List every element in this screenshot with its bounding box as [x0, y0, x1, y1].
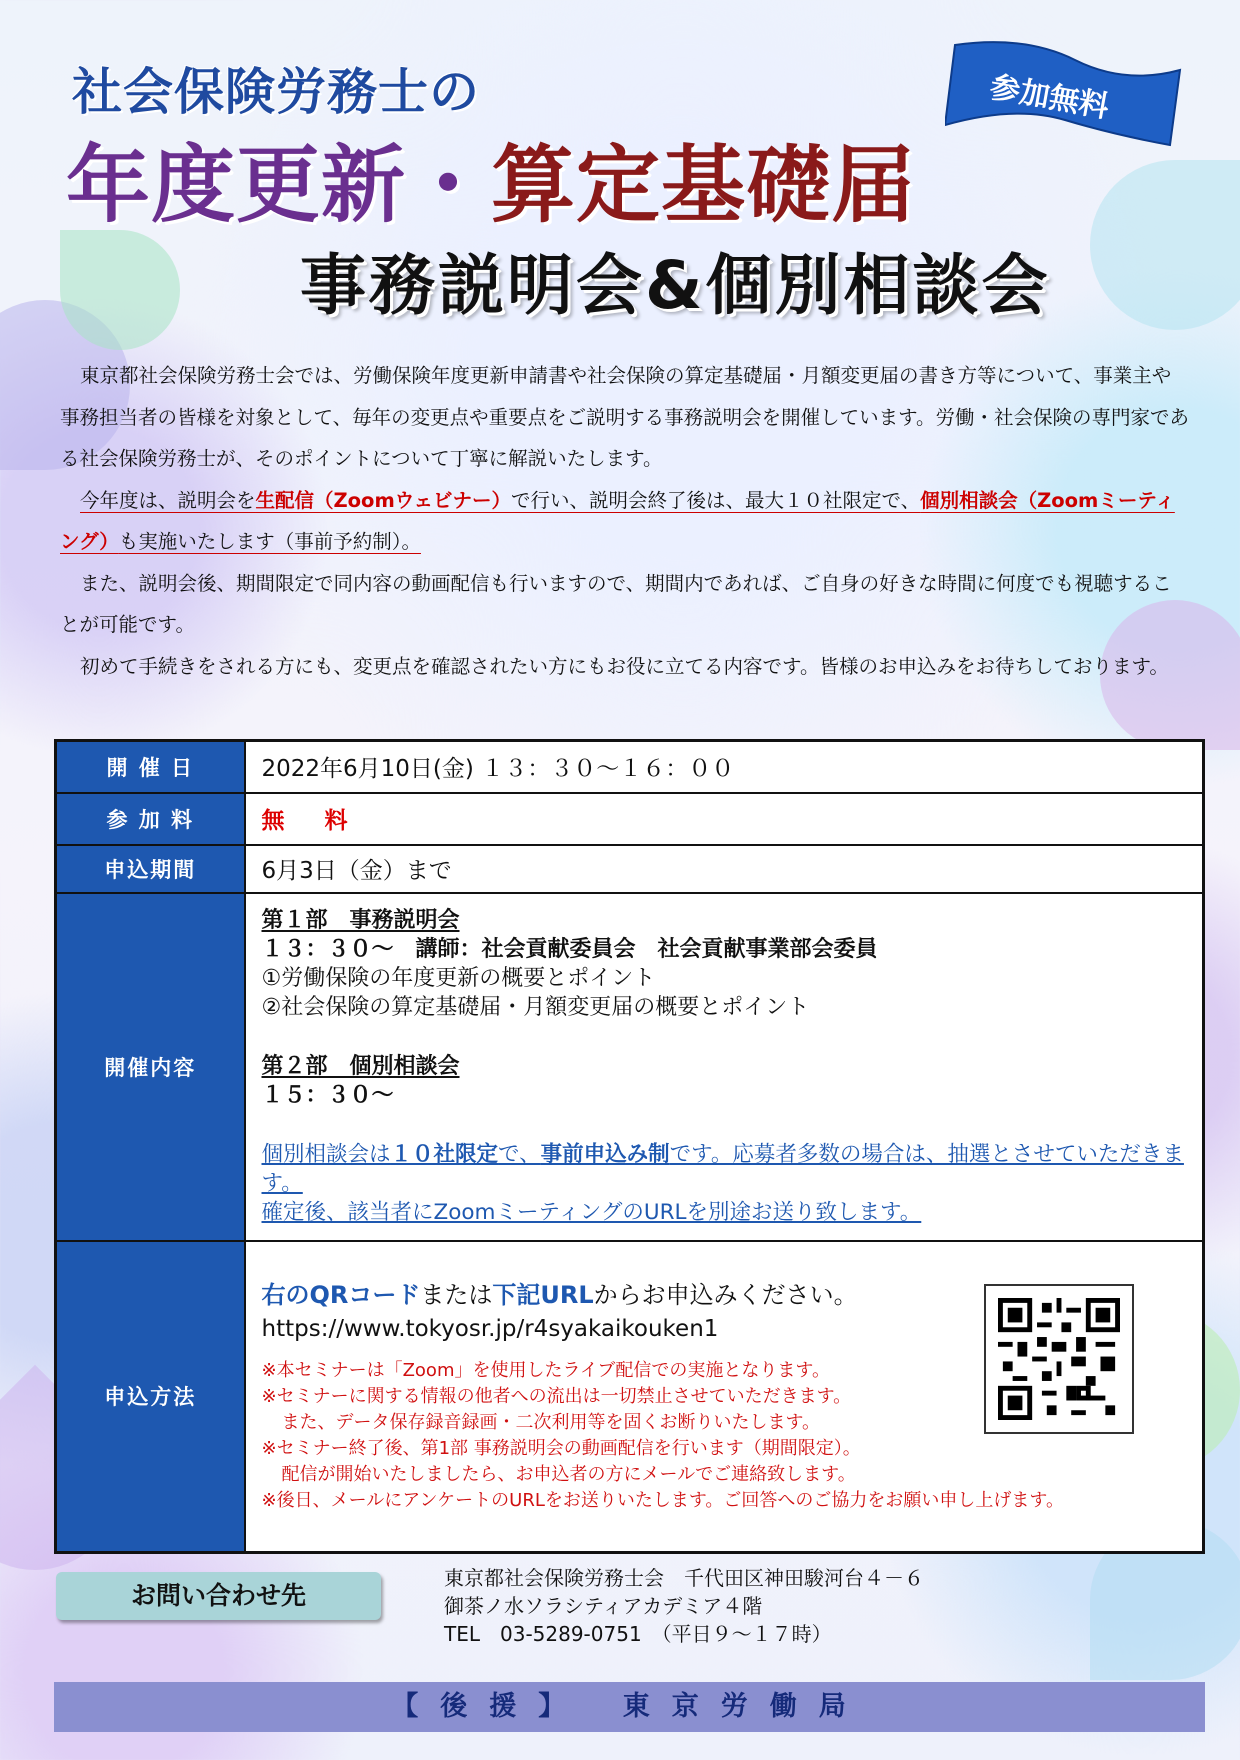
contact-phone: TEL 03-5289-0751 （平日９～１７時） — [444, 1622, 832, 1646]
part2-note: 個別相談会は１０社限定で、事前申込み制です。応募者多数の場合は、抽選とさせていただきます。 — [261, 1142, 1184, 1196]
apply-note: ※セミナー終了後、第1部 事務説明会の動画配信を行います（期間限定）。 — [261, 1438, 861, 1460]
table-row-date — [56, 741, 1204, 793]
table-row-period — [56, 845, 1204, 893]
fee-label: 参 加 料 — [56, 793, 245, 845]
apply-note: ※本セミナーは「Zoom」を使用したライブ配信での実施となります。 — [261, 1360, 830, 1382]
part1-time: １３：３０～ 講師：社会貢献委員会 社会貢献事業部会委員 — [261, 937, 878, 962]
apply-instructions: 右のQRコードまたは下記URLからお申込みください。 — [261, 1281, 858, 1310]
date-value: 2022年6月10日(金) １３：３０～１６：００ — [245, 741, 1204, 793]
apply-note: また、データ保存録音録画・二次利用等を固くお断りいたします。 — [281, 1412, 821, 1434]
clover-decoration — [60, 230, 180, 350]
event-info-table — [54, 739, 1205, 1554]
apply-note: 配信が開始いたしましたら、お申込者の方にメールでご連絡致します。 — [281, 1464, 856, 1486]
contact-building: 御茶ノ水ソラシティアカデミア４階 — [444, 1594, 763, 1618]
title-line1: 社会保険労務士の — [72, 63, 480, 121]
apply-note: ※セミナーに関する情報の他者への流出は一切禁止させていただきます。 — [261, 1386, 852, 1408]
apply-label: 申込方法 — [56, 1241, 245, 1553]
free-badge-text: 参加無料 — [987, 69, 1112, 126]
part2-note2: 確定後、該当者にZoomミーティングのURLを別途お送り致します。 — [261, 1200, 922, 1225]
intro-paragraph: 初めて手続きをされる方にも、変更点を確認されたい方にもお役に立てる内容です。皆様のお申込みをお待ちしております。 — [80, 654, 1169, 678]
intro-paragraph-highlight: 今年度は、説明会を生配信（Zoomウェビナー）で行い、説明会終了後は、最大１０社限定で、個別相談会（Zoomミーティング）も実施いたします（事前予約制）。 — [60, 488, 1175, 553]
contact-info — [444, 1564, 924, 1648]
apply-note: ※後日、メールにアンケートのURLをお送りいたします。ご回答へのご協力をお願い申し上げます。 — [261, 1490, 1064, 1512]
date-label: 開 催 日 — [56, 741, 245, 793]
fee-value: 無料 — [261, 808, 388, 834]
part1-item: ②社会保険の算定基礎届・月額変更届の概要とポイント — [261, 995, 810, 1020]
intro-paragraph: また、説明会後、期間限定で同内容の動画配信も行いますので、期間内であれば、ご自身の好きな時間に何度でも視聴することが可能です。 — [60, 571, 1172, 636]
title-line3: 事務説明会&個別相談会 — [300, 247, 1051, 324]
part2-time: １５：３０～ — [261, 1083, 394, 1108]
qr-code-icon — [998, 1298, 1120, 1420]
period-label: 申込期間 — [56, 845, 245, 893]
content-label: 開催内容 — [56, 893, 245, 1241]
apply-url-link[interactable]: https://www.tokyosr.jp/r4syakaikouken1 — [261, 1316, 719, 1343]
intro-text — [60, 355, 1190, 687]
table-row-apply — [56, 1241, 1204, 1553]
sponsor-footer: 【後援】 東京労働局 — [54, 1682, 1205, 1732]
part1-title: 第１部 事務説明会 — [261, 908, 460, 933]
contact-address: 東京都社会保険労務士会 千代田区神田駿河台４－６ — [444, 1566, 924, 1590]
table-row-content — [56, 893, 1204, 1241]
part1-item: ①労働保険の年度更新の概要とポイント — [261, 966, 656, 991]
period-value: 6月3日（金）まで — [245, 845, 1204, 893]
table-row-fee — [56, 793, 1204, 845]
qr-code[interactable] — [984, 1284, 1134, 1434]
part2-title: 第２部 個別相談会 — [261, 1054, 460, 1079]
clover-decoration — [1090, 160, 1240, 330]
title-line2-part1: 年度更新・ — [66, 136, 492, 234]
title-line2 — [66, 118, 916, 239]
intro-paragraph: 東京都社会保険労務士会では、労働保険年度更新申請書や社会保険の算定基礎届・月額変更届の書き方等について、事業主や事務担当者の皆様を対象として、毎年の変更点や重要点をご説明する事務説明会を開催しています。労働・社会保険の専門家である社会保険労務士が、そのポイントについて丁寧に解説いたします。 — [60, 364, 1190, 470]
title-line2-part2: 算定基礎届 — [491, 136, 917, 234]
contact-label: お問い合わせ先 — [56, 1572, 381, 1620]
